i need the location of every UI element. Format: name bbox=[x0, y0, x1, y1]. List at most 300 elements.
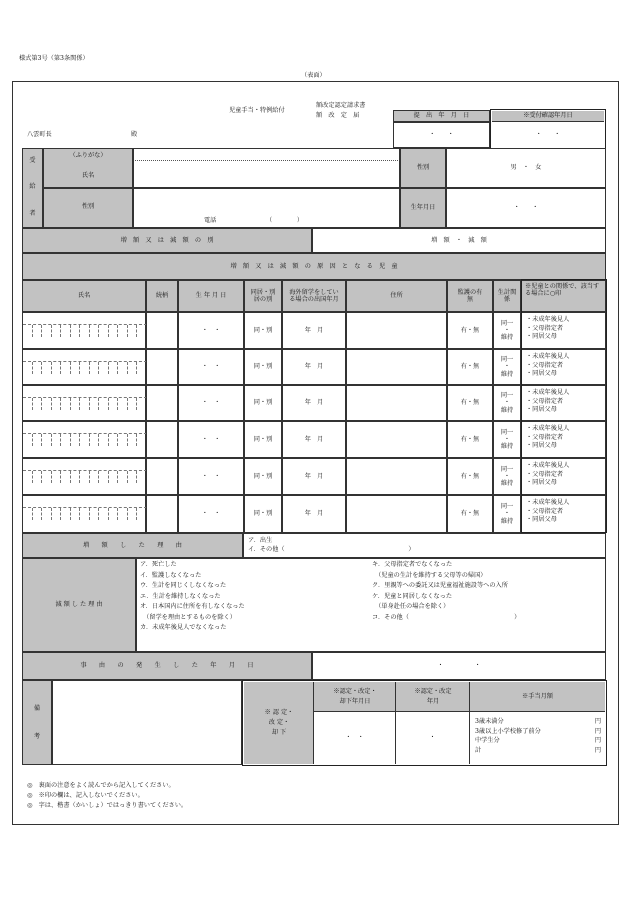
child-row-5-livelihood[interactable] bbox=[493, 458, 521, 495]
child-row-4-address[interactable] bbox=[346, 421, 447, 458]
decrease-right-item-5: （単身赴任の場合を除く） bbox=[372, 603, 450, 610]
abroad-value: 年 月 bbox=[304, 435, 324, 443]
child-row-6-custody[interactable] bbox=[447, 495, 493, 533]
furigana-cell bbox=[109, 508, 119, 520]
livelihood-option: ・ bbox=[503, 435, 511, 443]
birth-value: ・ ・ bbox=[513, 204, 539, 212]
furigana-cell bbox=[128, 508, 138, 520]
child-row-1-livelihood[interactable] bbox=[493, 312, 521, 349]
note-3: ◎ 字は、楷書（かいしょ）ではっきり書いてください。 bbox=[27, 802, 188, 809]
header-name bbox=[22, 280, 146, 312]
decrease-left-item-2: イ．監護しなくなった bbox=[140, 571, 202, 579]
applicant-char-3: 者 bbox=[29, 210, 36, 217]
birth-field[interactable] bbox=[446, 188, 606, 228]
furigana-cell bbox=[109, 325, 119, 337]
furigana-cell bbox=[80, 325, 90, 337]
furigana-divider bbox=[135, 160, 398, 161]
received-date-header bbox=[492, 111, 604, 122]
furigana-grid bbox=[23, 507, 147, 520]
custody-value: 有・無 bbox=[460, 326, 480, 334]
furigana-cell bbox=[61, 325, 71, 337]
guardian-option: ・同居父母 bbox=[526, 442, 557, 450]
furigana-cell bbox=[23, 398, 33, 410]
furigana-cell bbox=[42, 508, 52, 520]
livelihood-option: ・ bbox=[503, 363, 511, 371]
furigana-cell bbox=[128, 471, 138, 483]
livelihood-option: 維持 bbox=[500, 334, 514, 342]
office-col2-header-2: 年月 bbox=[426, 698, 440, 705]
decrease-left-item-6: （留学を理由とするものを除く） bbox=[140, 613, 236, 621]
abroad-value: 年 月 bbox=[304, 510, 324, 518]
change-type-label: 増 額 又 は 減 額 の 別 bbox=[120, 236, 214, 244]
furigana-cell bbox=[71, 362, 81, 374]
guardian-option: ・父母指定者 bbox=[526, 470, 564, 478]
furigana-cell bbox=[61, 398, 71, 410]
furigana-grid bbox=[23, 324, 147, 337]
child-row-1-name[interactable] bbox=[22, 312, 146, 349]
change-type-options-text: 増 額 ・ 減 額 bbox=[431, 236, 487, 244]
furigana-cell bbox=[23, 508, 33, 520]
residence-value: 同・別 bbox=[253, 399, 273, 407]
gender-options-text: 男 ・ 女 bbox=[510, 164, 542, 172]
office-col2-value-text: ・ bbox=[429, 734, 436, 742]
phone-label: 電話 bbox=[204, 217, 217, 224]
child-row-5-birth[interactable] bbox=[178, 458, 244, 495]
child-row-2-abroad[interactable] bbox=[282, 349, 346, 385]
note-2: ◎ ※印の欄は、記入しないでください。 bbox=[27, 792, 144, 799]
child-row-5-address[interactable] bbox=[346, 458, 447, 495]
header-birth-text: 生 年 月 日 bbox=[195, 292, 227, 300]
child-row-5-custody[interactable] bbox=[447, 458, 493, 495]
remarks-char-2: 考 bbox=[33, 733, 41, 740]
residence-value: 同・別 bbox=[253, 363, 273, 371]
child-row-5-relation[interactable] bbox=[146, 458, 178, 495]
header-custody-text: 監護の有無 bbox=[457, 288, 483, 303]
child-row-1-abroad[interactable] bbox=[282, 312, 346, 349]
livelihood-option: 維持 bbox=[500, 406, 514, 414]
occurrence-label-cell bbox=[22, 652, 312, 680]
monthly-row bbox=[475, 718, 601, 728]
received-date-field bbox=[492, 122, 604, 147]
furigana-cell bbox=[52, 471, 62, 483]
second-label: 性別 bbox=[81, 203, 95, 210]
furigana-label: （ふりがな） bbox=[69, 152, 107, 159]
furigana-cell bbox=[52, 398, 62, 410]
livelihood-option: 同一 bbox=[500, 392, 514, 400]
change-type-label-cell bbox=[22, 228, 312, 253]
remarks-label-cell bbox=[22, 680, 52, 765]
submission-date-field[interactable] bbox=[393, 122, 490, 148]
furigana-cell bbox=[80, 434, 90, 446]
guardian-option: ・未成年後見人 bbox=[526, 425, 570, 432]
gender-label: 性別 bbox=[416, 164, 430, 172]
abroad-value: 年 月 bbox=[304, 399, 324, 407]
furigana-cell bbox=[42, 398, 52, 410]
header-address bbox=[346, 280, 447, 312]
furigana-cell bbox=[52, 362, 62, 374]
child-row-4-residence[interactable] bbox=[244, 421, 282, 458]
child-row-3-custody[interactable] bbox=[447, 385, 493, 421]
submission-date-value: ・ ・ bbox=[429, 131, 454, 139]
child-row-4-abroad[interactable] bbox=[282, 421, 346, 458]
birth-label-cell bbox=[400, 188, 446, 228]
furigana-cell bbox=[23, 325, 33, 337]
livelihood-option: 同一 bbox=[500, 356, 514, 364]
decrease-reason-label: 減 額 し た 理 由 bbox=[55, 601, 103, 609]
office-col3-header-text: ※手当月額 bbox=[522, 692, 553, 700]
residence-value: 同・別 bbox=[253, 435, 273, 443]
abroad-value: 年 月 bbox=[304, 363, 324, 371]
header-relation-text: 続柄 bbox=[155, 292, 169, 300]
increase-reason-label-cell bbox=[22, 533, 243, 558]
furigana-cell bbox=[99, 434, 109, 446]
custody-value: 有・無 bbox=[460, 363, 480, 371]
furigana-cell bbox=[118, 362, 128, 374]
guardian-option: ・未成年後見人 bbox=[526, 389, 570, 396]
furigana-cell bbox=[42, 434, 52, 446]
title-left: 児童手当・特例給付 bbox=[229, 107, 285, 114]
child-row-1-relation[interactable] bbox=[146, 312, 178, 349]
child-row-6-livelihood[interactable] bbox=[493, 495, 521, 533]
occurrence-field[interactable] bbox=[312, 652, 606, 680]
furigana-grid bbox=[23, 433, 147, 446]
child-row-3-relation[interactable] bbox=[146, 385, 178, 421]
furigana-cell bbox=[90, 325, 100, 337]
header-relation bbox=[146, 280, 178, 312]
guardian-option: ・父母指定者 bbox=[526, 361, 564, 369]
child-row-1-residence[interactable] bbox=[244, 312, 282, 349]
furigana-cell bbox=[118, 398, 128, 410]
child-row-5-residence[interactable] bbox=[244, 458, 282, 495]
decrease-right-item-4: ケ．児童と同居しなくなった bbox=[372, 592, 453, 600]
title-right-line2: 額 改 定 届 bbox=[316, 112, 360, 119]
decrease-right-item-6: コ．その他（ ） bbox=[372, 613, 521, 621]
birth-value: ・ ・ bbox=[201, 510, 221, 518]
office-label-3: 却 下 bbox=[271, 729, 287, 736]
applicant-char-1: 受 bbox=[29, 157, 36, 164]
office-col2-header-1: ※認定・改定 bbox=[414, 688, 452, 695]
addressee: 八雲町長 bbox=[27, 131, 52, 138]
monthly-row bbox=[475, 747, 601, 757]
furigana-cell bbox=[99, 362, 109, 374]
child-row-4-relation[interactable] bbox=[146, 421, 178, 458]
furigana-cell bbox=[61, 362, 71, 374]
header-livelihood-text: 生計関係 bbox=[497, 288, 517, 303]
header-address-text: 住所 bbox=[390, 292, 403, 300]
furigana-cell bbox=[61, 508, 71, 520]
guardian-option: ・未成年後見人 bbox=[526, 316, 570, 323]
child-row-2-residence[interactable] bbox=[244, 349, 282, 385]
header-custody bbox=[447, 280, 493, 312]
guardian-option: ・父母指定者 bbox=[526, 433, 564, 441]
received-date-value: ・ ・ bbox=[535, 130, 561, 138]
header-livelihood bbox=[493, 280, 521, 312]
header-residence bbox=[244, 280, 282, 312]
furigana-cell bbox=[128, 325, 138, 337]
birth-value: ・ ・ bbox=[201, 363, 221, 371]
occurrence-label: 事 由 の 発 生 し た 年 月 日 bbox=[80, 662, 254, 670]
custody-value: 有・無 bbox=[460, 435, 480, 443]
increase-item-2: イ．その他（ ） bbox=[248, 546, 415, 553]
furigana-cell bbox=[80, 398, 90, 410]
child-row-2-name[interactable] bbox=[22, 349, 146, 385]
notes-list bbox=[27, 782, 187, 812]
furigana-cell bbox=[71, 471, 81, 483]
occurrence-value: ・ ・ bbox=[437, 662, 481, 670]
office-col1-header bbox=[314, 682, 396, 712]
guardian-column-frame bbox=[521, 279, 607, 533]
livelihood-option: ・ bbox=[503, 326, 511, 334]
furigana-cell bbox=[118, 325, 128, 337]
decrease-right-list bbox=[372, 561, 520, 624]
livelihood-option: ・ bbox=[503, 472, 511, 480]
custody-value: 有・無 bbox=[460, 510, 480, 518]
furigana-cell bbox=[90, 471, 100, 483]
furigana-cell bbox=[33, 434, 43, 446]
furigana-cell bbox=[128, 434, 138, 446]
livelihood-option: 同一 bbox=[500, 503, 514, 511]
header-name-text: 氏名 bbox=[77, 292, 91, 300]
furigana-cell bbox=[33, 325, 43, 337]
furigana-cell bbox=[42, 362, 52, 374]
form-number: 様式第3号（第3条関係） bbox=[19, 55, 89, 62]
submission-date-label: 提 出 年 月 日 bbox=[413, 112, 470, 120]
furigana-cell bbox=[80, 508, 90, 520]
office-col1-value-text: ・ ・ bbox=[345, 734, 364, 742]
children-section-title-text: 増 額 又 は 減 額 の 原 因 と な る 児 童 bbox=[230, 262, 398, 270]
office-col1-header-2: 却下年月日 bbox=[339, 698, 371, 705]
furigana-cell bbox=[128, 398, 138, 410]
furigana-cell bbox=[99, 398, 109, 410]
decrease-right-item-3: ク．里親等への委託又は児童福祉施設等への入所 bbox=[372, 582, 508, 589]
monthly-row bbox=[475, 728, 601, 738]
furigana-cell bbox=[80, 362, 90, 374]
child-row-6-residence[interactable] bbox=[244, 495, 282, 533]
monthly-label: 3歳以上小学校修了前分 bbox=[475, 727, 541, 735]
livelihood-option: ・ bbox=[503, 510, 511, 518]
guardian-option: ・同居父母 bbox=[526, 406, 557, 414]
header-abroad bbox=[282, 280, 346, 312]
guardian-option: ・同居父母 bbox=[526, 479, 557, 487]
furigana-cell bbox=[33, 362, 43, 374]
child-row-2-custody[interactable] bbox=[447, 349, 493, 385]
name-field[interactable] bbox=[133, 148, 400, 188]
remarks-char-1: 備 bbox=[33, 705, 41, 712]
child-row-2-relation[interactable] bbox=[146, 349, 178, 385]
honorific: 殿 bbox=[131, 131, 138, 138]
abroad-value: 年 月 bbox=[304, 472, 324, 480]
livelihood-option: 維持 bbox=[500, 517, 514, 525]
furigana-cell bbox=[99, 508, 109, 520]
furigana-cell bbox=[71, 508, 81, 520]
decrease-reason-label-cell bbox=[22, 558, 136, 652]
furigana-cell bbox=[33, 398, 43, 410]
furigana-cell bbox=[52, 325, 62, 337]
furigana-grid bbox=[23, 470, 147, 483]
birth-value: ・ ・ bbox=[201, 326, 221, 334]
furigana-cell bbox=[23, 434, 33, 446]
furigana-cell bbox=[71, 325, 81, 337]
child-row-2-address[interactable] bbox=[346, 349, 447, 385]
child-row-4-birth[interactable] bbox=[178, 421, 244, 458]
furigana-cell bbox=[71, 398, 81, 410]
furigana-cell bbox=[118, 471, 128, 483]
children-section-title bbox=[22, 253, 606, 280]
decrease-left-item-7: カ．未成年後見人でなくなった bbox=[140, 624, 227, 631]
furigana-cell bbox=[61, 471, 71, 483]
guardian-option: ・未成年後見人 bbox=[526, 499, 570, 506]
furigana-cell bbox=[52, 434, 62, 446]
furigana-cell bbox=[33, 471, 43, 483]
furigana-cell bbox=[128, 362, 138, 374]
furigana-cell bbox=[118, 508, 128, 520]
birth-value: ・ ・ bbox=[201, 472, 221, 480]
livelihood-option: 同一 bbox=[500, 428, 514, 436]
child-row-3-address[interactable] bbox=[346, 385, 447, 421]
office-col1-value bbox=[314, 712, 396, 764]
livelihood-option: 同一 bbox=[500, 465, 514, 473]
submission-date-header bbox=[393, 110, 490, 122]
child-row-6-birth[interactable] bbox=[178, 495, 244, 533]
applicant-char-2: 給 bbox=[29, 183, 36, 190]
child-row-1-birth[interactable] bbox=[178, 312, 244, 349]
gender-label-cell bbox=[400, 148, 446, 188]
gender-options[interactable] bbox=[446, 148, 606, 188]
monthly-unit: 円 bbox=[594, 737, 601, 744]
child-row-3-name[interactable] bbox=[22, 385, 146, 421]
guardian-option: ・父母指定者 bbox=[526, 507, 564, 515]
furigana-cell bbox=[109, 471, 119, 483]
decrease-left-item-4: エ．生計を維持しなくなった bbox=[140, 592, 221, 600]
header-guardian-text: ※児童との関係で、該当する場合に○印 bbox=[525, 283, 600, 298]
monthly-unit: 円 bbox=[594, 746, 601, 754]
header-birth bbox=[178, 280, 244, 312]
phone-parens[interactable]: （ ） bbox=[266, 217, 304, 224]
decrease-left-item-3: ウ．生計を同じくしなくなった bbox=[140, 582, 227, 589]
furigana-cell bbox=[52, 508, 62, 520]
furigana-cell bbox=[42, 325, 52, 337]
guardian-option: ・未成年後見人 bbox=[526, 462, 570, 469]
furigana-cell bbox=[80, 471, 90, 483]
custody-value: 有・無 bbox=[460, 472, 480, 480]
monthly-amount-list bbox=[475, 718, 601, 756]
change-type-options[interactable] bbox=[312, 228, 606, 253]
furigana-cell bbox=[23, 471, 33, 483]
note-1: ◎ 裏面の注意をよく読んでから記入してください。 bbox=[27, 782, 175, 789]
remarks-field[interactable] bbox=[52, 680, 242, 765]
furigana-cell bbox=[42, 471, 52, 483]
child-row-6-abroad[interactable] bbox=[282, 495, 346, 533]
furigana-cell bbox=[71, 434, 81, 446]
residence-value: 同・別 bbox=[253, 472, 273, 480]
child-row-3-livelihood[interactable] bbox=[493, 385, 521, 421]
office-label-1: ※ 認 定・ bbox=[264, 709, 294, 716]
monthly-label: 計 bbox=[475, 746, 482, 754]
child-row-3-abroad[interactable] bbox=[282, 385, 346, 421]
office-col2-header bbox=[396, 682, 470, 712]
abroad-value: 年 月 bbox=[304, 326, 324, 334]
office-col1-header-1: ※認定・改定・ bbox=[333, 688, 377, 695]
header-residence-text: 同居・別居の別 bbox=[250, 288, 276, 303]
furigana-cell bbox=[33, 508, 43, 520]
furigana-cell bbox=[23, 362, 33, 374]
livelihood-option: 維持 bbox=[500, 370, 514, 378]
decrease-right-item-2: （児童の生計を維持する父母等の帰国） bbox=[372, 571, 487, 579]
furigana-cell bbox=[99, 471, 109, 483]
monthly-label: 3歳未満分 bbox=[475, 718, 504, 725]
livelihood-option: 維持 bbox=[500, 480, 514, 488]
livelihood-option: 維持 bbox=[500, 443, 514, 451]
child-row-3-birth[interactable] bbox=[178, 385, 244, 421]
guardian-option: ・父母指定者 bbox=[526, 397, 564, 405]
guardian-option: ・同居父母 bbox=[526, 516, 557, 524]
birth-label: 生年月日 bbox=[410, 204, 436, 212]
child-row-5-abroad[interactable] bbox=[282, 458, 346, 495]
increase-reason-label: 増 額 し た 理 由 bbox=[83, 541, 182, 549]
header-abroad-text: 海外留学をしている場合の出国年月 bbox=[289, 288, 339, 303]
furigana-cell bbox=[90, 508, 100, 520]
furigana-cell bbox=[118, 434, 128, 446]
furigana-cell bbox=[109, 434, 119, 446]
residence-value: 同・別 bbox=[253, 510, 273, 518]
child-row-1-address[interactable] bbox=[346, 312, 447, 349]
office-col2-value bbox=[396, 712, 470, 764]
child-row-2-birth[interactable] bbox=[178, 349, 244, 385]
child-row-4-livelihood[interactable] bbox=[493, 421, 521, 458]
child-row-3-residence[interactable] bbox=[244, 385, 282, 421]
child-row-5-name[interactable] bbox=[22, 458, 146, 495]
increase-item-1: ア．出生 bbox=[248, 537, 273, 544]
furigana-cell bbox=[90, 434, 100, 446]
monthly-unit: 円 bbox=[594, 727, 601, 735]
child-row-4-name[interactable] bbox=[22, 421, 146, 458]
furigana-cell bbox=[90, 398, 100, 410]
child-row-6-address[interactable] bbox=[346, 495, 447, 533]
furigana-cell bbox=[99, 325, 109, 337]
office-col3-header bbox=[470, 682, 605, 712]
custody-value: 有・無 bbox=[460, 399, 480, 407]
child-row-6-relation[interactable] bbox=[146, 495, 178, 533]
residence-value: 同・別 bbox=[253, 326, 273, 334]
child-row-1-custody[interactable] bbox=[447, 312, 493, 349]
monthly-unit: 円 bbox=[594, 718, 601, 725]
monthly-row bbox=[475, 737, 601, 747]
guardian-option: ・同居父母 bbox=[526, 333, 557, 341]
furigana-grid bbox=[23, 361, 147, 374]
furigana-cell bbox=[61, 434, 71, 446]
guardian-option: ・同居父母 bbox=[526, 370, 557, 378]
child-row-2-livelihood[interactable] bbox=[493, 349, 521, 385]
furigana-cell bbox=[109, 362, 119, 374]
livelihood-option: 同一 bbox=[500, 319, 514, 327]
title-right-line1: 額改定認定請求書 bbox=[316, 102, 366, 109]
name-label: 氏名 bbox=[81, 172, 95, 179]
side-label: （表面） bbox=[301, 72, 326, 79]
decrease-right-item-1: キ．父母指定者でなくなった bbox=[372, 561, 453, 568]
decrease-left-item-1: ア．死亡した bbox=[140, 561, 177, 568]
guardian-option: ・父母指定者 bbox=[526, 324, 564, 332]
birth-value: ・ ・ bbox=[201, 435, 221, 443]
child-row-6-name[interactable] bbox=[22, 495, 146, 533]
guardian-option: ・未成年後見人 bbox=[526, 353, 570, 360]
child-row-4-custody[interactable] bbox=[447, 421, 493, 458]
received-date-label: ※受付確認年月日 bbox=[523, 112, 573, 120]
birth-value: ・ ・ bbox=[201, 399, 221, 407]
furigana-grid bbox=[23, 397, 147, 410]
decrease-left-list bbox=[140, 561, 245, 635]
office-label-2: 改 定・ bbox=[268, 719, 290, 726]
furigana-cell bbox=[90, 362, 100, 374]
